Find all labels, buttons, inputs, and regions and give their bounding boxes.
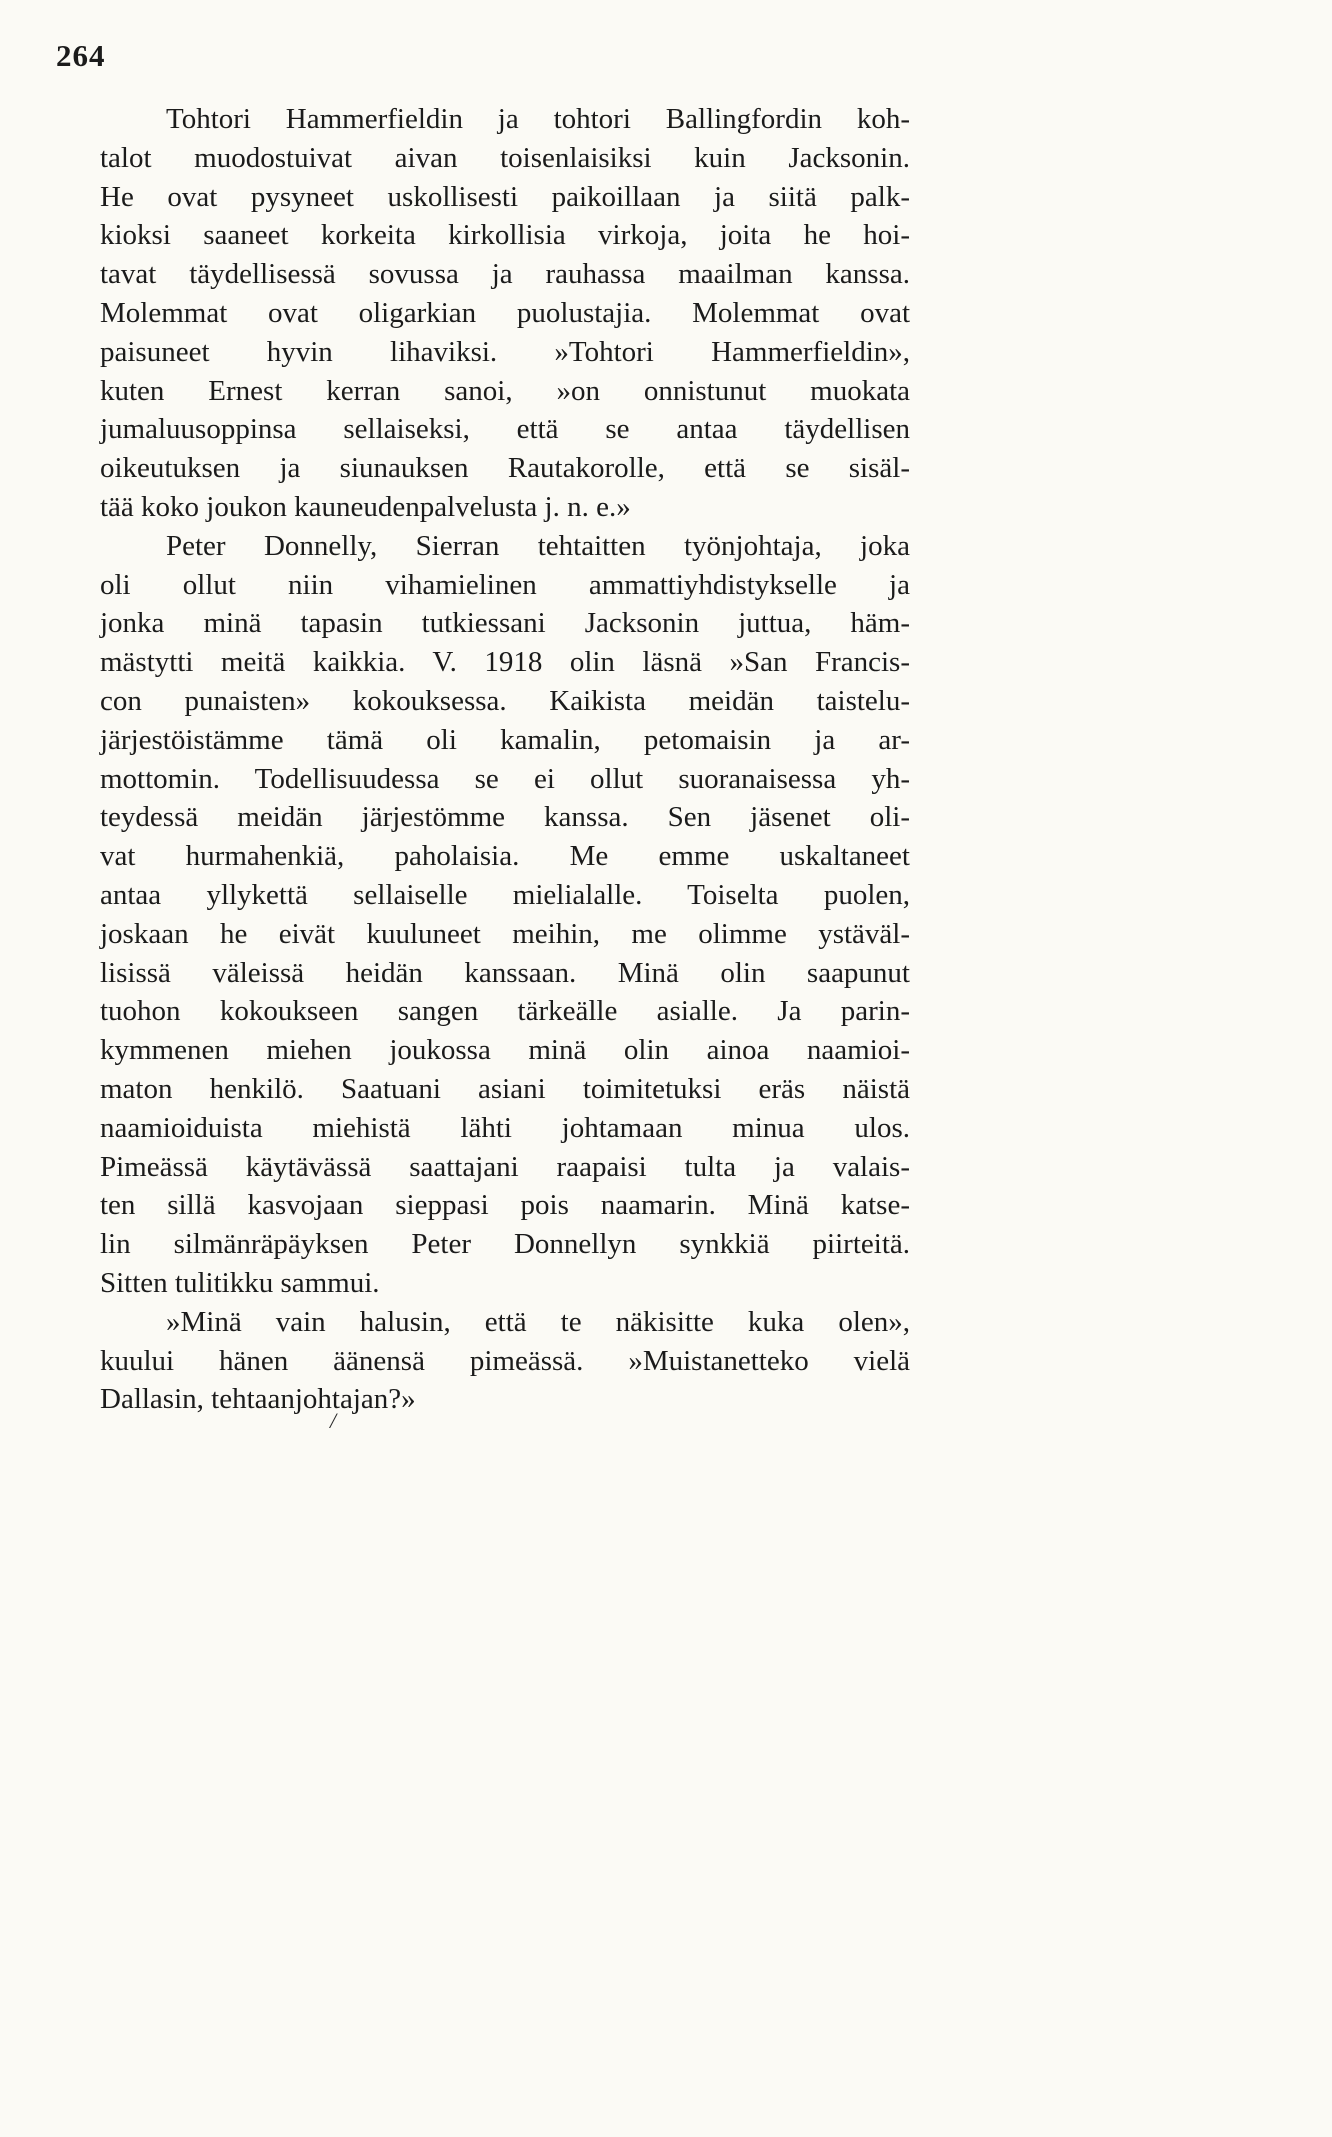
text-line: tavat täydellisessä sovussa ja rauhassa maailman kanssa.	[100, 258, 910, 291]
text-line: teydessä meidän järjestömme kanssa. Sen jäsenet oli-	[100, 801, 910, 834]
text-line: He ovat pysyneet uskollisesti paikoillaan ja siitä palk-	[100, 180, 910, 213]
text-line: Tohtori Hammerfieldin ja tohtori Ballingfordin koh-	[166, 103, 910, 135]
text-line: talot muodostuivat aivan toisenlaisiksi kuin Jacksonin.	[100, 141, 910, 174]
text-line: mästytti meitä kaikkia. V. 1918 olin läsnä »San Francis-	[100, 646, 910, 679]
text-line: lisissä väleissä heidän kanssaan. Minä olin saapunut	[100, 956, 910, 989]
text-line: antaa yllykettä sellaiselle mielialalle. Toiselta puolen,	[100, 878, 910, 911]
text-line: kuului hänen äänensä pimeässä. »Muistanetteko vielä	[100, 1344, 910, 1377]
text-line: con punaisten» kokouksessa. Kaikista meidän taistelu-	[100, 684, 910, 717]
text-line: kioksi saaneet korkeita kirkollisia virkoja, joita he hoi-	[100, 219, 910, 252]
text-line: tuohon kokoukseen sangen tärkeälle asialle. Ja parin-	[100, 995, 910, 1028]
text-line: Dallasin, tehtaanjohtajan?»	[100, 1383, 416, 1416]
text-line: naamioiduista miehistä lähti johtamaan minua ulos.	[100, 1111, 910, 1144]
text-line: kuten Ernest kerran sanoi, »on onnistunut muokata	[100, 374, 910, 407]
text-line: mottomin. Todellisuudessa se ei ollut suoranaisessa yh-	[100, 762, 910, 795]
paragraph	[100, 100, 910, 527]
text-line: »Minä vain halusin, että te näkisitte kuka olen»,	[166, 1305, 910, 1338]
paragraph	[100, 527, 910, 1303]
text-line: tää koko joukon kauneudenpalvelusta j. n. e.»	[100, 490, 631, 523]
text-line: maton henkilö. Saatuani asiani toimitetuksi eräs näistä	[100, 1072, 910, 1105]
text-line: paisuneet hyvin lihaviksi. »Tohtori Hammerfieldin»,	[100, 335, 910, 368]
text-line: kymmenen miehen joukossa minä olin ainoa naamioi-	[100, 1034, 910, 1067]
text-line: jonka minä tapasin tutkiessani Jacksonin juttua, häm-	[100, 607, 910, 640]
page-number: 264	[56, 38, 106, 73]
text-line: Pimeässä käytävässä saattajani raapaisi tulta ja valais-	[100, 1150, 910, 1183]
text-block	[100, 100, 910, 1419]
paragraph	[100, 1303, 910, 1419]
text-line: jumaluusoppinsa sellaiseksi, että se antaa täydellisen	[100, 413, 910, 446]
text-line: oikeutuksen ja siunauksen Rautakorolle, että se sisäl-	[100, 452, 910, 485]
text-line: järjestöistämme tämä oli kamalin, petomaisin ja ar-	[100, 723, 910, 756]
text-line: Sitten tulitikku sammui.	[100, 1266, 380, 1299]
text-line: ten sillä kasvojaan sieppasi pois naamarin. Minä katse-	[100, 1189, 910, 1222]
scan-artifact: /	[330, 1408, 337, 1433]
text-line: vat hurmahenkiä, paholaisia. Me emme uskaltaneet	[100, 840, 910, 873]
text-line: Molemmat ovat oligarkian puolustajia. Molemmat ovat	[100, 296, 910, 329]
text-line: joskaan he eivät kuuluneet meihin, me olimme ystäväl-	[100, 917, 910, 950]
text-line: Peter Donnelly, Sierran tehtaitten työnjohtaja, joka	[166, 529, 910, 562]
text-line: oli ollut niin vihamielinen ammattiyhdistykselle ja	[100, 568, 910, 601]
text-line: lin silmänräpäyksen Peter Donnellyn synkkiä piirteitä.	[100, 1228, 910, 1261]
